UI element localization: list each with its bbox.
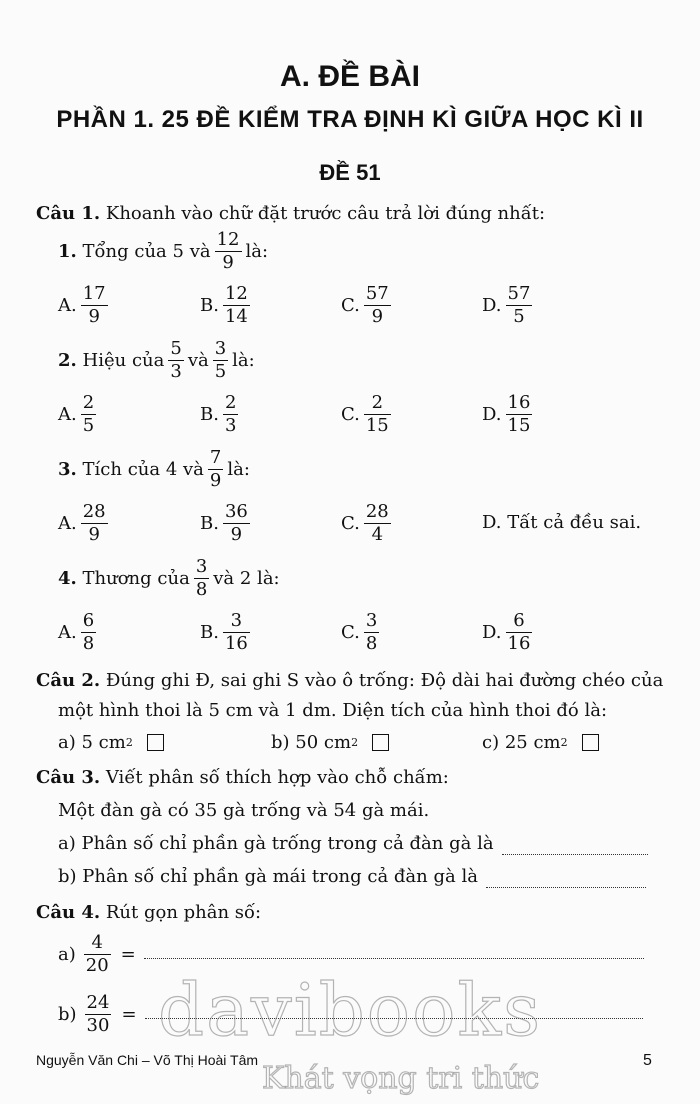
question-3-intro: Một đàn gà có 35 gà trống và 54 gà mái. [58, 800, 430, 821]
option-b[interactable]: B. $\frac{2}{3}$ [200, 392, 237, 436]
option-d[interactable]: D. $\frac{6}{16}$ [482, 610, 531, 654]
question-4-heading: Câu 4. Rút gọn phân số: [36, 902, 262, 923]
watermark-slogan: Khát vọng tri thức [262, 1061, 540, 1096]
q4-item-b: b) $\frac{24}{30}$ = [58, 992, 643, 1037]
option-a[interactable]: A. $\frac{28}{9}$ [58, 501, 106, 545]
q4-item-a: a) $\frac{4}{20}$ = [58, 932, 644, 977]
option-c[interactable]: C. $\frac{28}{4}$ [341, 501, 389, 545]
option-d[interactable]: D. $\frac{16}{15}$ [482, 392, 531, 436]
answer-checkbox-c[interactable] [582, 734, 599, 751]
fraction: $\frac{12}{9}$ [216, 229, 240, 273]
answer-blank[interactable] [144, 950, 644, 959]
q1-item-4-options [58, 610, 558, 660]
watermark-brand: davibooks [158, 968, 543, 1052]
footer-authors: Nguyễn Văn Chi – Võ Thị Hoài Tâm [36, 1052, 259, 1068]
option-b[interactable]: B. $\frac{36}{9}$ [200, 501, 248, 545]
q1-item-4-stem: 4. Thương của $\frac{3}{8}$ và 2 là: [58, 556, 280, 600]
option-d[interactable]: D. $\frac{57}{5}$ [482, 283, 531, 327]
option-b[interactable]: B. $\frac{12}{14}$ [200, 283, 248, 327]
option-c: c) 25 cm 2 [482, 732, 599, 753]
question-3-heading: Câu 3. Viết phân số thích hợp vào chỗ chấm: [36, 767, 449, 788]
option-c[interactable]: C. $\frac{2}{15}$ [341, 392, 389, 436]
answer-checkbox-a[interactable] [147, 734, 164, 751]
answer-blank[interactable] [486, 873, 646, 888]
question-3-b: b) Phân số chỉ phần gà mái trong cả đàn gà là [58, 866, 646, 888]
q1-item-1-stem: 1. Tổng của 5 và $\frac{12}{9}$ là: [58, 229, 269, 273]
q1-item-2-options [58, 392, 558, 442]
q1-item-3-options [58, 501, 658, 551]
part-title: PHẦN 1. 25 ĐỀ KIỂM TRA ĐỊNH KÌ GIỮA HỌC KÌ II [56, 106, 644, 133]
option-c[interactable]: C. $\frac{57}{9}$ [341, 283, 389, 327]
page-number: 5 [643, 1052, 652, 1069]
option-a[interactable]: A. $\frac{2}{5}$ [58, 392, 95, 436]
answer-checkbox-b[interactable] [372, 734, 389, 751]
q2-options [58, 732, 618, 758]
option-a[interactable]: A. $\frac{17}{9}$ [58, 283, 106, 327]
q1-item-2-stem: 2. Hiệu của $\frac{5}{3}$ và $\frac{3}{5}$ là: [58, 338, 255, 382]
option-c[interactable]: C. $\frac{3}{8}$ [341, 610, 378, 654]
exam-title: ĐỀ 51 [319, 160, 381, 185]
question-2-line-1: Câu 2. Đúng ghi Đ, sai ghi S vào ô trống: Độ dài hai đường chéo của [36, 670, 664, 691]
answer-blank[interactable] [502, 840, 648, 855]
question-3-a: a) Phân số chỉ phần gà trống trong cả đàn gà là [58, 833, 648, 855]
question-2-line-2: một hình thoi là 5 cm và 1 dm. Diện tích của hình thoi đó là: [58, 700, 608, 721]
option-a: a) 5 cm 2 [58, 732, 164, 753]
q1-item-3-stem: 3. Tích của 4 và $\frac{7}{9}$ là: [58, 447, 250, 491]
option-a[interactable]: A. $\frac{6}{8}$ [58, 610, 95, 654]
option-b[interactable]: B. $\frac{3}{16}$ [200, 610, 248, 654]
option-b: b) 50 cm 2 [271, 732, 389, 753]
option-d[interactable]: D. Tất cả đều sai. [482, 512, 642, 533]
question-1-heading: Câu 1. Khoanh vào chữ đặt trước câu trả lời đúng nhất: [36, 203, 546, 224]
q1-item-1-options [58, 283, 558, 333]
section-title: A. ĐỀ BÀI [279, 60, 420, 93]
